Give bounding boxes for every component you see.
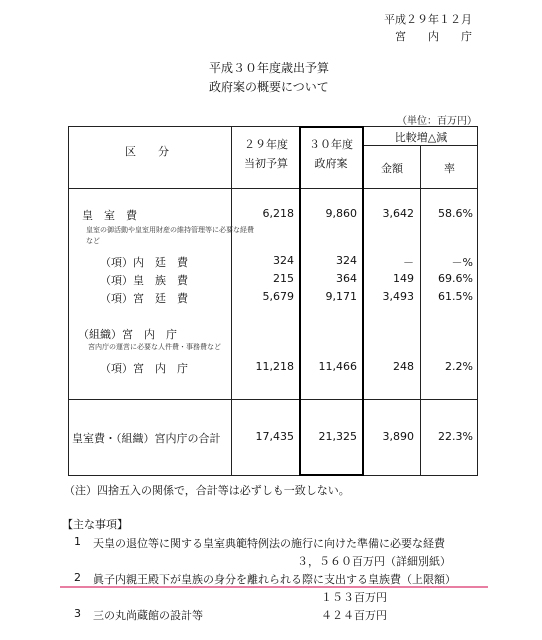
- document-title: 平成３０年度歳出予算: [209, 61, 330, 75]
- row-kouhi-rate: 58.6%: [438, 207, 473, 220]
- item-1-amount: ３，５６０百万円（詳細別紙）: [297, 555, 451, 568]
- row-naitei-fy30: 324: [336, 254, 357, 267]
- item-3-amount: ４２４百万円: [321, 609, 387, 622]
- row-kunaicho-item-label: （項）宮 内 庁: [100, 362, 188, 375]
- row-kyutei-fy30: 9,171: [325, 290, 357, 303]
- row-kyutei-fy29: 5,679: [262, 290, 294, 303]
- row-kozoku-fy30: 364: [336, 272, 357, 285]
- row-kouhi-note-cont: など: [86, 237, 100, 245]
- header-category: 区 分: [125, 145, 169, 158]
- main-items-heading: 【主な事項】: [62, 518, 128, 531]
- row-kunaicho-fy29: 11,218: [255, 360, 294, 373]
- document-date: 平成２９年１２月: [384, 13, 472, 26]
- row-kyutei-label: （項）宮 廷 費: [100, 292, 188, 305]
- header-rate: 率: [444, 162, 455, 175]
- item-1-number: 1: [74, 535, 81, 548]
- item-1-text: 天皇の退位等に関する皇室典範特例法の施行に向けた準備に必要な経費: [93, 537, 445, 550]
- row-kunaicho-note: 宮内庁の運営に必要な人件費・事務費など: [88, 343, 221, 351]
- row-kouhi-fy29: 6,218: [262, 207, 294, 220]
- row-kouhi-note: 皇室の御活動や皇室用財産の維持管理等に必要な経費: [86, 226, 254, 234]
- document-subtitle: 政府案の概要について: [209, 80, 329, 94]
- row-kouhi-amount: 3,642: [382, 207, 414, 220]
- row-naitei-label: （項）内 廷 費: [100, 256, 188, 269]
- header-fy29-line1: ２９年度: [244, 138, 288, 151]
- header-fy29-line2: 当初予算: [244, 157, 288, 170]
- row-kozoku-label: （項）皇 族 費: [100, 274, 188, 287]
- row-kouhi-label: 皇 室 費: [82, 209, 137, 222]
- row-kunaicho-amount: 248: [393, 360, 414, 373]
- row-kouhi-fy30: 9,860: [325, 207, 357, 220]
- row-kunaicho-rate: 2.2%: [445, 360, 473, 373]
- row-kunaicho-fy30: 11,466: [318, 360, 357, 373]
- unit-label: （単位：百万円）: [397, 116, 477, 127]
- row-total-label: 皇室費・（組織）宮内庁の合計: [72, 432, 221, 445]
- item-2-text: 眞子内親王殿下が皇族の身分を離れられる際に支出する皇族費（上限額）: [93, 573, 456, 586]
- row-kozoku-amount: 149: [393, 272, 414, 285]
- row-naitei-fy29: 324: [273, 254, 294, 267]
- row-naitei-amount: －: [403, 256, 414, 269]
- item-2-number: 2: [74, 571, 81, 584]
- header-fy30-line1: ３０年度: [309, 138, 353, 151]
- item-2-amount: １５３百万円: [321, 591, 387, 604]
- agency-name: 宮 内 庁: [395, 30, 472, 43]
- row-total-amount: 3,890: [382, 430, 414, 443]
- item-3-number: 3: [74, 607, 81, 620]
- row-kozoku-rate: 69.6%: [438, 272, 473, 285]
- header-fy30-line2: 政府案: [314, 157, 348, 170]
- item-2-highlight-underline: [60, 586, 488, 588]
- header-comparison: 比較増△減: [394, 131, 448, 144]
- header-amount: 金額: [381, 162, 403, 175]
- row-total-fy29: 17,435: [255, 430, 294, 443]
- row-kyutei-rate: 61.5%: [438, 290, 473, 303]
- item-3-text: 三の丸尚蔵館の設計等: [93, 609, 203, 622]
- row-total-rate: 22.3%: [438, 430, 473, 443]
- row-naitei-rate: －%: [451, 256, 473, 269]
- row-kunaicho-org-label: （組織）宮 内 庁: [78, 328, 177, 341]
- row-kozoku-fy29: 215: [273, 272, 294, 285]
- row-total-fy30: 21,325: [318, 430, 357, 443]
- rounding-note: （注）四捨五入の関係で，合計等は必ずしも一致しない。: [64, 484, 350, 497]
- row-kyutei-amount: 3,493: [382, 290, 414, 303]
